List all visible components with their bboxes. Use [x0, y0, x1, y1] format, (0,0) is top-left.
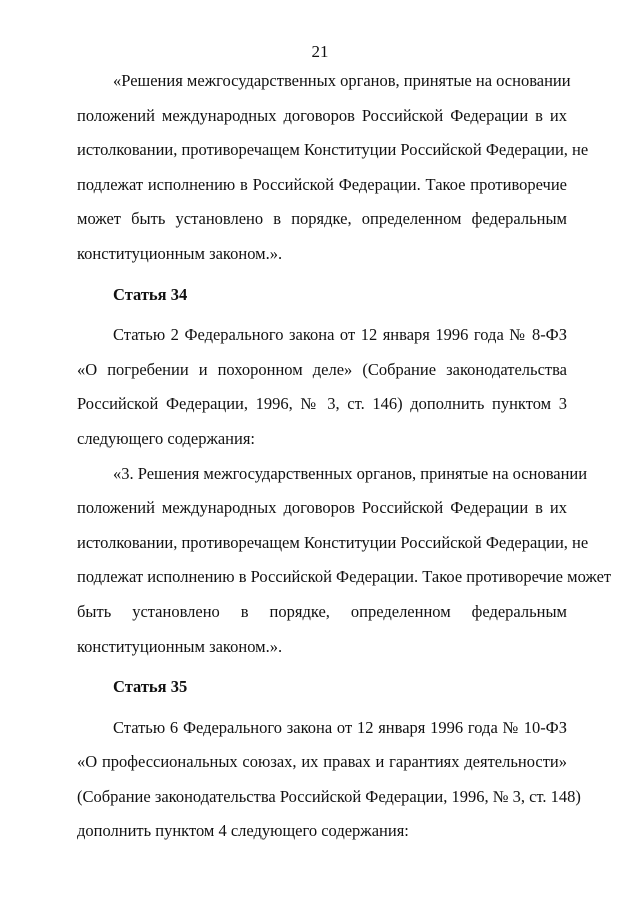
- text-line: положений международных договоров Российской Федерации в их: [77, 105, 567, 125]
- text-line: «О профессиональных союзах, их правах и гарантиях деятельности»: [77, 752, 567, 772]
- document-body: [77, 64, 612, 849]
- paragraph-article-35-intro: [77, 711, 581, 849]
- text-line: истолковании, противоречащем Конституции Российской Федерации, не: [77, 140, 589, 160]
- text-line: дополнить пунктом 4 следующего содержания:: [77, 821, 409, 841]
- article-heading-34: Статья 34: [113, 284, 188, 304]
- paragraph-article-34-intro: [77, 318, 567, 456]
- text-line: быть установлено в порядке, определенном федеральным: [77, 601, 567, 621]
- text-line: истолковании, противоречащем Конституции Российской Федерации, не: [77, 532, 589, 552]
- text-line: Статью 2 Федерального закона от 12 января 1996 года № 8-ФЗ: [113, 325, 567, 345]
- text-line: «О погребении и похоронном деле» (Собрание законодательства: [77, 359, 567, 379]
- page-number: 21: [311, 42, 329, 61]
- text-line: «Решения межгосударственных органов, принятые на основании: [113, 71, 571, 90]
- text-line: «3. Решения межгосударственных органов, принятые на основании: [113, 463, 588, 483]
- text-line: Российской Федерации, 1996, № 3, ст. 146) дополнить пунктом 3: [77, 394, 567, 414]
- paragraph-article-34-quote: [77, 457, 612, 665]
- text-line: конституционным законом.».: [77, 636, 283, 656]
- text-line: может быть установлено в порядке, определенном федеральным: [77, 209, 567, 229]
- text-line: (Собрание законодательства Российской Федерации, 1996, № 3, ст. 148): [77, 786, 581, 806]
- article-heading-35: Статья 35: [113, 677, 188, 697]
- paragraph-intro-quote: [77, 64, 589, 272]
- text-line: конституционным законом.».: [77, 243, 283, 263]
- text-line: Статью 6 Федерального закона от 12 января 1996 года № 10-ФЗ: [113, 717, 567, 737]
- text-line: подлежат исполнению в Российской Федерации. Такое противоречие: [77, 174, 567, 194]
- text-line: положений международных договоров Российской Федерации в их: [77, 498, 567, 518]
- text-line: следующего содержания:: [77, 428, 256, 448]
- text-line: подлежат исполнению в Российской Федерации. Такое противоречие может: [77, 567, 612, 587]
